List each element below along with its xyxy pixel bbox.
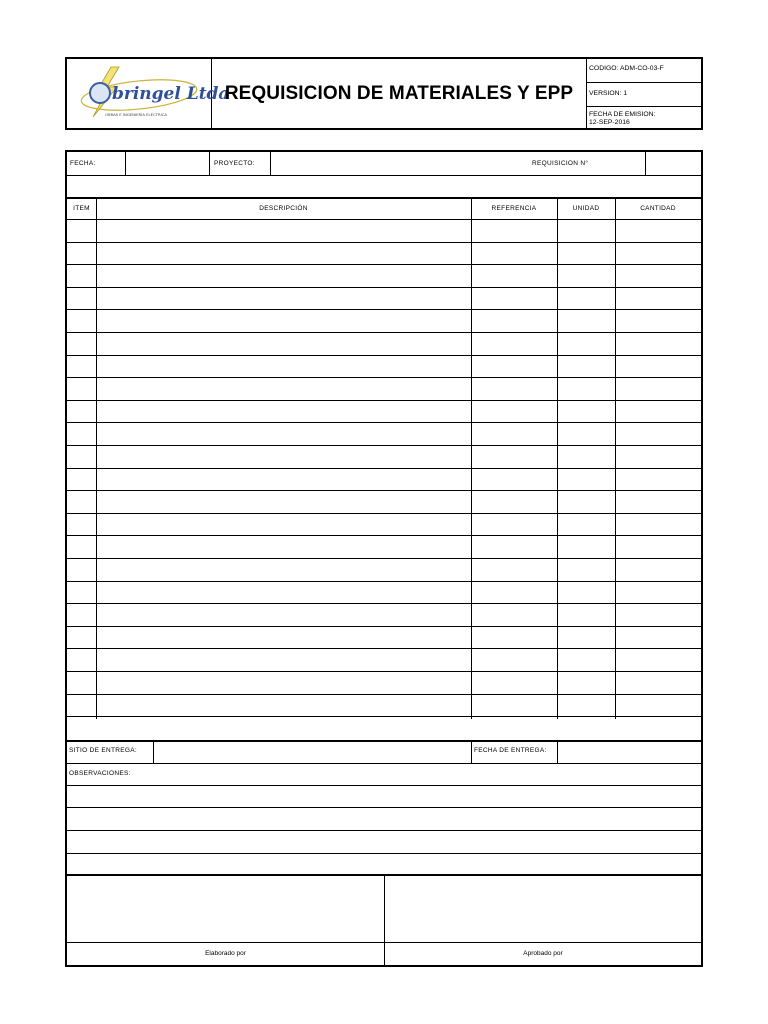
cell-item[interactable]: [67, 288, 96, 310]
cell-item[interactable]: [67, 446, 96, 468]
cell-descripcion[interactable]: [96, 469, 471, 491]
cell-cantidad[interactable]: [615, 265, 701, 287]
aprobado-signature-box[interactable]: [385, 876, 701, 942]
cell-referencia[interactable]: [471, 695, 557, 717]
cell-descripcion[interactable]: [96, 491, 471, 513]
cell-unidad[interactable]: [557, 356, 615, 378]
cell-descripcion[interactable]: [96, 356, 471, 378]
cell-unidad[interactable]: [557, 604, 615, 626]
cell-cantidad[interactable]: [615, 582, 701, 604]
cell-cantidad[interactable]: [615, 378, 701, 400]
aprobado-label: Aprobado por: [523, 950, 563, 957]
col-cantidad: CANTIDAD: [640, 205, 676, 212]
cell-unidad[interactable]: [557, 649, 615, 671]
observaciones-line-1[interactable]: [67, 786, 701, 807]
meta-version: [587, 83, 701, 107]
cell-item[interactable]: [67, 220, 96, 242]
document-meta: [587, 59, 701, 128]
cell-descripcion[interactable]: [96, 265, 471, 287]
cell-descripcion[interactable]: [96, 559, 471, 581]
cell-cantidad[interactable]: [615, 356, 701, 378]
cell-referencia[interactable]: [471, 559, 557, 581]
cell-cantidad[interactable]: [615, 672, 701, 694]
cell-descripcion[interactable]: [96, 695, 471, 717]
company-logo-box: [67, 59, 230, 128]
cell-referencia[interactable]: [471, 310, 557, 332]
cell-descripcion[interactable]: [96, 604, 471, 626]
cell-referencia[interactable]: [471, 604, 557, 626]
requisition-form: [65, 150, 703, 967]
cell-item[interactable]: [67, 265, 96, 287]
cell-item[interactable]: [67, 469, 96, 491]
cell-descripcion[interactable]: [96, 310, 471, 332]
cell-referencia[interactable]: [471, 491, 557, 513]
document-title: REQUISICION DE MATERIALES Y EPP: [224, 82, 574, 104]
cell-unidad[interactable]: [557, 514, 615, 536]
cell-unidad[interactable]: [557, 220, 615, 242]
cell-referencia[interactable]: [471, 446, 557, 468]
fecha-entrega-field[interactable]: [558, 742, 701, 763]
cell-descripcion[interactable]: [96, 378, 471, 400]
logo-wordmark: bringel Ltda: [112, 84, 230, 104]
col-unidad: UNIDAD: [572, 205, 600, 212]
cell-unidad[interactable]: [557, 582, 615, 604]
cell-unidad[interactable]: [557, 536, 615, 558]
cell-item[interactable]: [67, 333, 96, 355]
row-divider: [67, 716, 701, 717]
cell-cantidad[interactable]: [615, 559, 701, 581]
cell-item[interactable]: [67, 695, 96, 717]
cell-descripcion[interactable]: [96, 288, 471, 310]
cell-cantidad[interactable]: [615, 604, 701, 626]
cell-unidad[interactable]: [557, 559, 615, 581]
company-logo: [67, 59, 230, 128]
sitio-entrega-field[interactable]: [154, 742, 471, 763]
cell-referencia[interactable]: [471, 514, 557, 536]
col-item: ITEM: [73, 205, 90, 212]
fecha-field[interactable]: [126, 152, 209, 175]
col-referencia: REFERENCIA: [491, 205, 537, 212]
cell-unidad[interactable]: [557, 672, 615, 694]
svg-text:OBRAS E INGENIERÍA ELÉCTRICA: OBRAS E INGENIERÍA ELÉCTRICA: [105, 112, 168, 117]
cell-cantidad[interactable]: [615, 536, 701, 558]
elaborado-label: Elaborado por: [205, 950, 246, 957]
cell-unidad[interactable]: [557, 695, 615, 717]
cell-descripcion[interactable]: [96, 514, 471, 536]
cell-cantidad[interactable]: [615, 423, 701, 445]
cell-descripcion[interactable]: [96, 401, 471, 423]
cell-item[interactable]: [67, 243, 96, 265]
cell-cantidad[interactable]: [615, 649, 701, 671]
version-text: VERSION: 1: [589, 90, 628, 97]
cell-descripcion[interactable]: [96, 423, 471, 445]
cell-cantidad[interactable]: [615, 446, 701, 468]
cell-referencia[interactable]: [471, 649, 557, 671]
cell-item[interactable]: [67, 627, 96, 649]
cell-item[interactable]: [67, 310, 96, 332]
cell-cantidad[interactable]: [615, 514, 701, 536]
cell-unidad[interactable]: [557, 446, 615, 468]
cell-referencia[interactable]: [471, 220, 557, 242]
cell-unidad[interactable]: [557, 423, 615, 445]
fecha-entrega-label: FECHA DE ENTREGA:: [474, 747, 547, 754]
cell-cantidad[interactable]: [615, 333, 701, 355]
requisicion-field[interactable]: [646, 152, 701, 175]
cell-item[interactable]: [67, 491, 96, 513]
elaborado-signature-box[interactable]: [67, 876, 384, 942]
cell-item[interactable]: [67, 401, 96, 423]
cell-referencia[interactable]: [471, 423, 557, 445]
cell-referencia[interactable]: [471, 356, 557, 378]
cell-cantidad[interactable]: [615, 491, 701, 513]
cell-descripcion[interactable]: [96, 220, 471, 242]
cell-item[interactable]: [67, 672, 96, 694]
observaciones-line-2[interactable]: [67, 808, 701, 830]
cell-descripcion[interactable]: [96, 582, 471, 604]
cell-item[interactable]: [67, 559, 96, 581]
cell-item[interactable]: [67, 582, 96, 604]
fecha-emision-value: 12-SEP-2016: [589, 119, 630, 126]
cell-descripcion[interactable]: [96, 333, 471, 355]
cell-referencia[interactable]: [471, 627, 557, 649]
cell-cantidad[interactable]: [615, 627, 701, 649]
form-header: [65, 57, 703, 130]
cell-cantidad[interactable]: [615, 695, 701, 717]
cell-descripcion[interactable]: [96, 649, 471, 671]
cell-unidad[interactable]: [557, 310, 615, 332]
fecha-emision-label: FECHA DE EMISION:: [589, 111, 656, 118]
cell-descripcion[interactable]: [96, 243, 471, 265]
cell-referencia[interactable]: [471, 265, 557, 287]
cell-referencia[interactable]: [471, 378, 557, 400]
meta-fecha-emision: [587, 107, 701, 128]
proyecto-label: PROYECTO:: [214, 160, 255, 167]
cell-descripcion[interactable]: [96, 536, 471, 558]
requisicion-label: REQUISICION N°: [532, 160, 589, 167]
meta-codigo: [587, 59, 701, 83]
cell-unidad[interactable]: [557, 333, 615, 355]
cell-referencia[interactable]: [471, 333, 557, 355]
cell-item[interactable]: [67, 514, 96, 536]
cell-cantidad[interactable]: [615, 469, 701, 491]
cell-unidad[interactable]: [557, 243, 615, 265]
cell-referencia[interactable]: [471, 582, 557, 604]
cell-item[interactable]: [67, 378, 96, 400]
cell-referencia[interactable]: [471, 672, 557, 694]
cell-cantidad[interactable]: [615, 401, 701, 423]
cell-cantidad[interactable]: [615, 243, 701, 265]
cell-item[interactable]: [67, 356, 96, 378]
cell-descripcion[interactable]: [96, 627, 471, 649]
cell-item[interactable]: [67, 423, 96, 445]
cell-referencia[interactable]: [471, 288, 557, 310]
cell-unidad[interactable]: [557, 288, 615, 310]
cell-unidad[interactable]: [557, 401, 615, 423]
col-descripcion: DESCRIPCIÓN: [259, 205, 308, 212]
observaciones-label: OBSERVACIONES:: [69, 770, 131, 777]
cell-unidad[interactable]: [557, 265, 615, 287]
codigo-text: CODIGO: ADM-CO-03-F: [589, 65, 664, 72]
sitio-entrega-label: SITIO DE ENTREGA:: [69, 747, 137, 754]
cell-referencia[interactable]: [471, 243, 557, 265]
cell-item[interactable]: [67, 604, 96, 626]
cell-referencia[interactable]: [471, 401, 557, 423]
cell-cantidad[interactable]: [615, 288, 701, 310]
cell-item[interactable]: [67, 649, 96, 671]
cell-unidad[interactable]: [557, 491, 615, 513]
cell-cantidad[interactable]: [615, 220, 701, 242]
cell-referencia[interactable]: [471, 469, 557, 491]
cell-cantidad[interactable]: [615, 310, 701, 332]
cell-descripcion[interactable]: [96, 446, 471, 468]
observaciones-line-3[interactable]: [67, 831, 701, 853]
cell-unidad[interactable]: [557, 469, 615, 491]
fecha-label: FECHA:: [70, 160, 96, 167]
cell-unidad[interactable]: [557, 627, 615, 649]
cell-referencia[interactable]: [471, 536, 557, 558]
proyecto-field[interactable]: [271, 152, 527, 175]
cell-descripcion[interactable]: [96, 672, 471, 694]
title-box: [212, 59, 587, 128]
cell-unidad[interactable]: [557, 378, 615, 400]
cell-item[interactable]: [67, 536, 96, 558]
